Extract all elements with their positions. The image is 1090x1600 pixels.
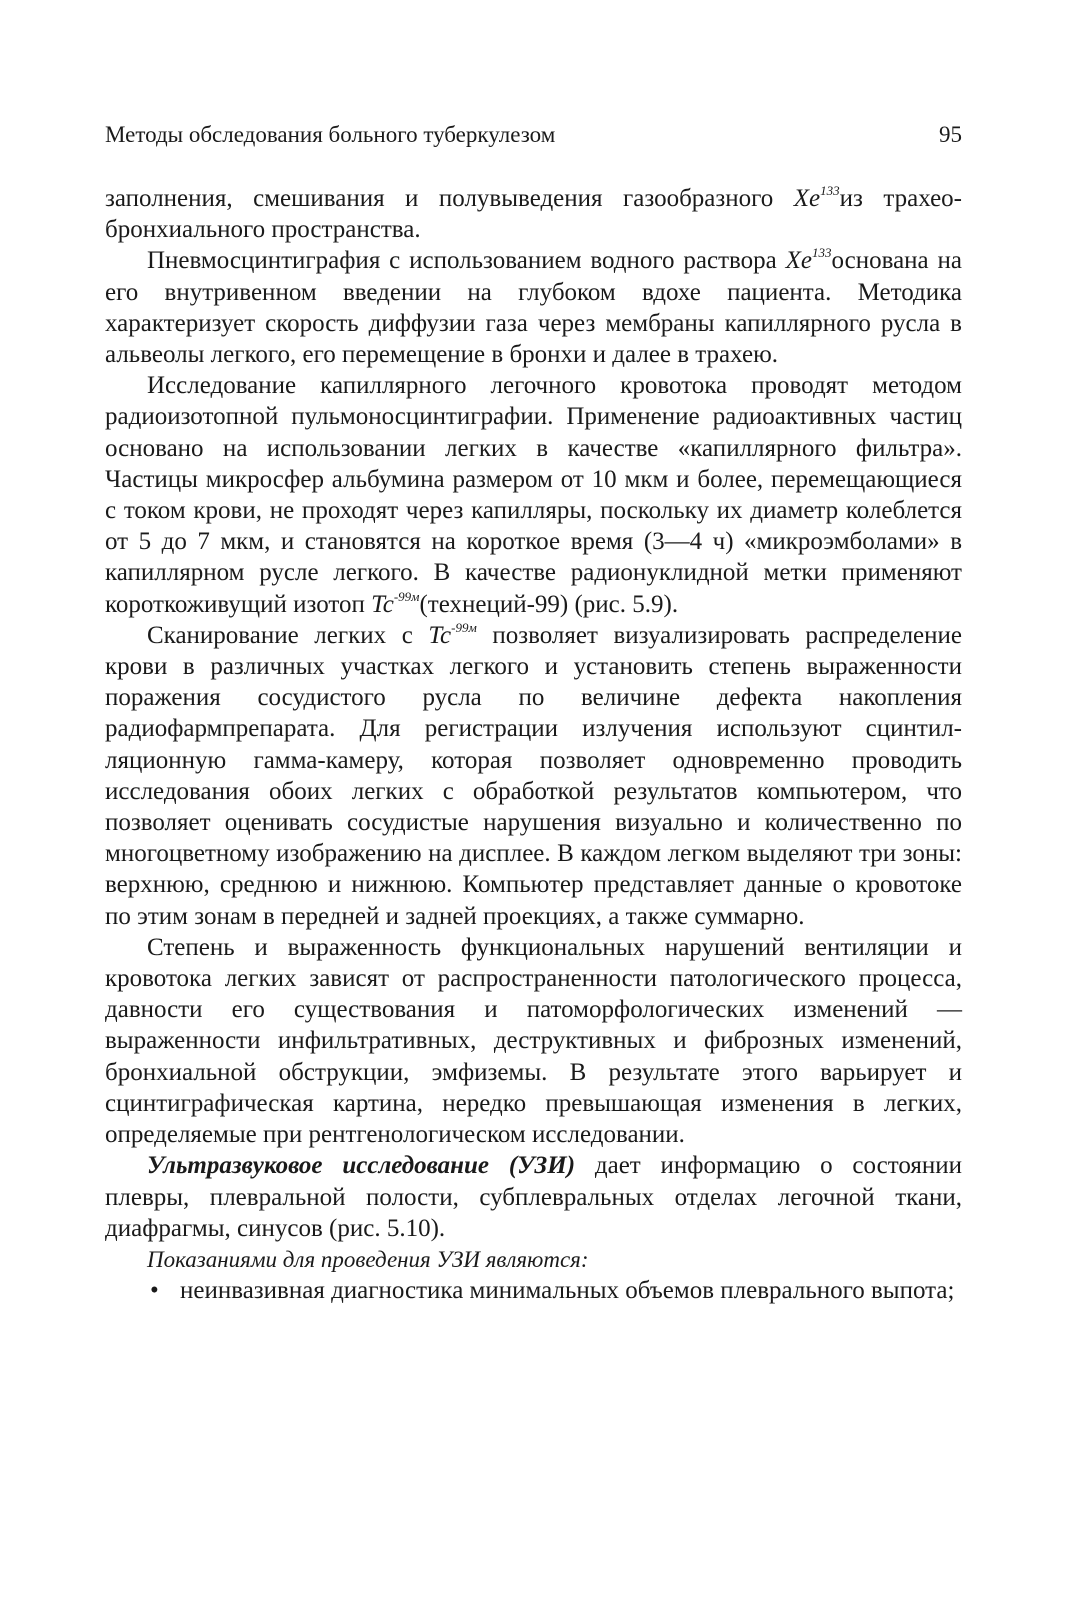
technetium-symbol: Tc — [371, 590, 394, 618]
paragraph-3 — [105, 370, 962, 620]
technetium-isotope-number: -99м — [393, 588, 420, 604]
paragraph-4-text-a: Сканирование легких с — [147, 621, 429, 649]
xenon-isotope-number: 133 — [820, 183, 840, 198]
xenon-symbol: Xe — [793, 185, 821, 212]
paragraph-1 — [105, 183, 962, 245]
paragraph-4 — [105, 620, 962, 932]
page-header — [105, 122, 962, 148]
paragraph-3-text-b: (технеций-99) (рис. 5.9). — [419, 590, 679, 618]
paragraph-2 — [105, 245, 962, 370]
bullet-marker: • — [150, 1277, 159, 1305]
paragraph-5: Степень и выраженность функциональных нарушений вентиляции и кровотока легких зависят от распространенности патологического процесса, давности его существования и патоморфологических изменений — выраженности инфильтративных, деструктивных и фиброзных изменений, бронхиальной обструкции, эмфиземы. В результате этого варьирует и сцинтиграфическая картина, нередко превышающая изменения в легких, определяемые при рентгенологическом исследовании. — [105, 933, 962, 1149]
page-number: 95 — [939, 122, 962, 147]
page-body — [105, 183, 962, 1306]
paragraph-1-text-a: заполнения, смешивания и полувыведения газообразного — [105, 185, 794, 212]
technetium-isotope-number: -99м — [451, 619, 477, 635]
technetium-symbol: Tc — [428, 621, 452, 649]
list-item — [105, 1275, 962, 1306]
list-item-text: неинвазивная диагностика минимальных объемов плеврального выпота; — [180, 1277, 955, 1305]
paragraph-6-text: дает информацию о состоянии плевры, плевральной полости, субплевральных отделах легочной ткани, диафрагмы, синусов (рис. 5.10). — [105, 1152, 962, 1242]
paragraph-2-text-b: основана на его внутривенном введении на глубоком вдохе пациента. Методика характеризует скорость диффузии газа через мембраны капиллярного русла в альвеолы легкого, его перемещение в бронхи и далее в трахею. — [105, 247, 962, 369]
indications-heading: Показаниями для проведения УЗИ являются: — [147, 1246, 589, 1272]
paragraph-2-text-a: Пневмосцинтиграфия с использованием водного раствора — [147, 247, 786, 275]
running-title: Методы обследования больного туберкулезом — [105, 122, 556, 147]
paragraph-6 — [105, 1150, 962, 1244]
paragraph-3-text-a: Исследование капиллярного легочного кровотока проводят методом радиоизотопной пульмоносцинтиграфии. Применение радиоактивных частиц основано на использовании легких в качестве «капиллярного фильтра». Частицы микросфер альбумина размером от 10 мкм и более, перемещающиеся с током крови, не проходят через капилляры, поскольку их диаметр колеблется от 5 до 7 мкм, и становятся на короткое время (3—4 ч) «микроэмболами» в капиллярном русле легкого. В качестве радионуклидной метки применяют короткоживущий изотоп — [105, 372, 962, 618]
xenon-symbol: Xe — [785, 247, 812, 275]
ultrasound-term: Ультразвуковое исследование (УЗИ) — [147, 1152, 576, 1180]
paragraph-1-text-b: из трахеобронхиального пространства. — [105, 185, 962, 244]
xenon-isotope-number: 133 — [812, 245, 832, 261]
paragraph-4-text-b: позволяет визуализировать распределение крови в различных участках легкого и установить степень выраженности поражения сосудистого русла по величине дефекта накопления радиофармпрепарата. Для регистрации излучения используют сцинтилляционную гамма-камеру, которая позволяет одновременно проводить исследования обоих легких с обработкой результатов компьютером, что позволяет оценивать сосудистые нарушения визуально и количественно по многоцветному изображению на дисплее. В каждом легком выделяют три зоны: верхнюю, среднюю и нижнюю. Компьютер представляет данные о кровотоке по этим зонам в передней и задней проекциях, а также суммарно. — [105, 621, 963, 930]
